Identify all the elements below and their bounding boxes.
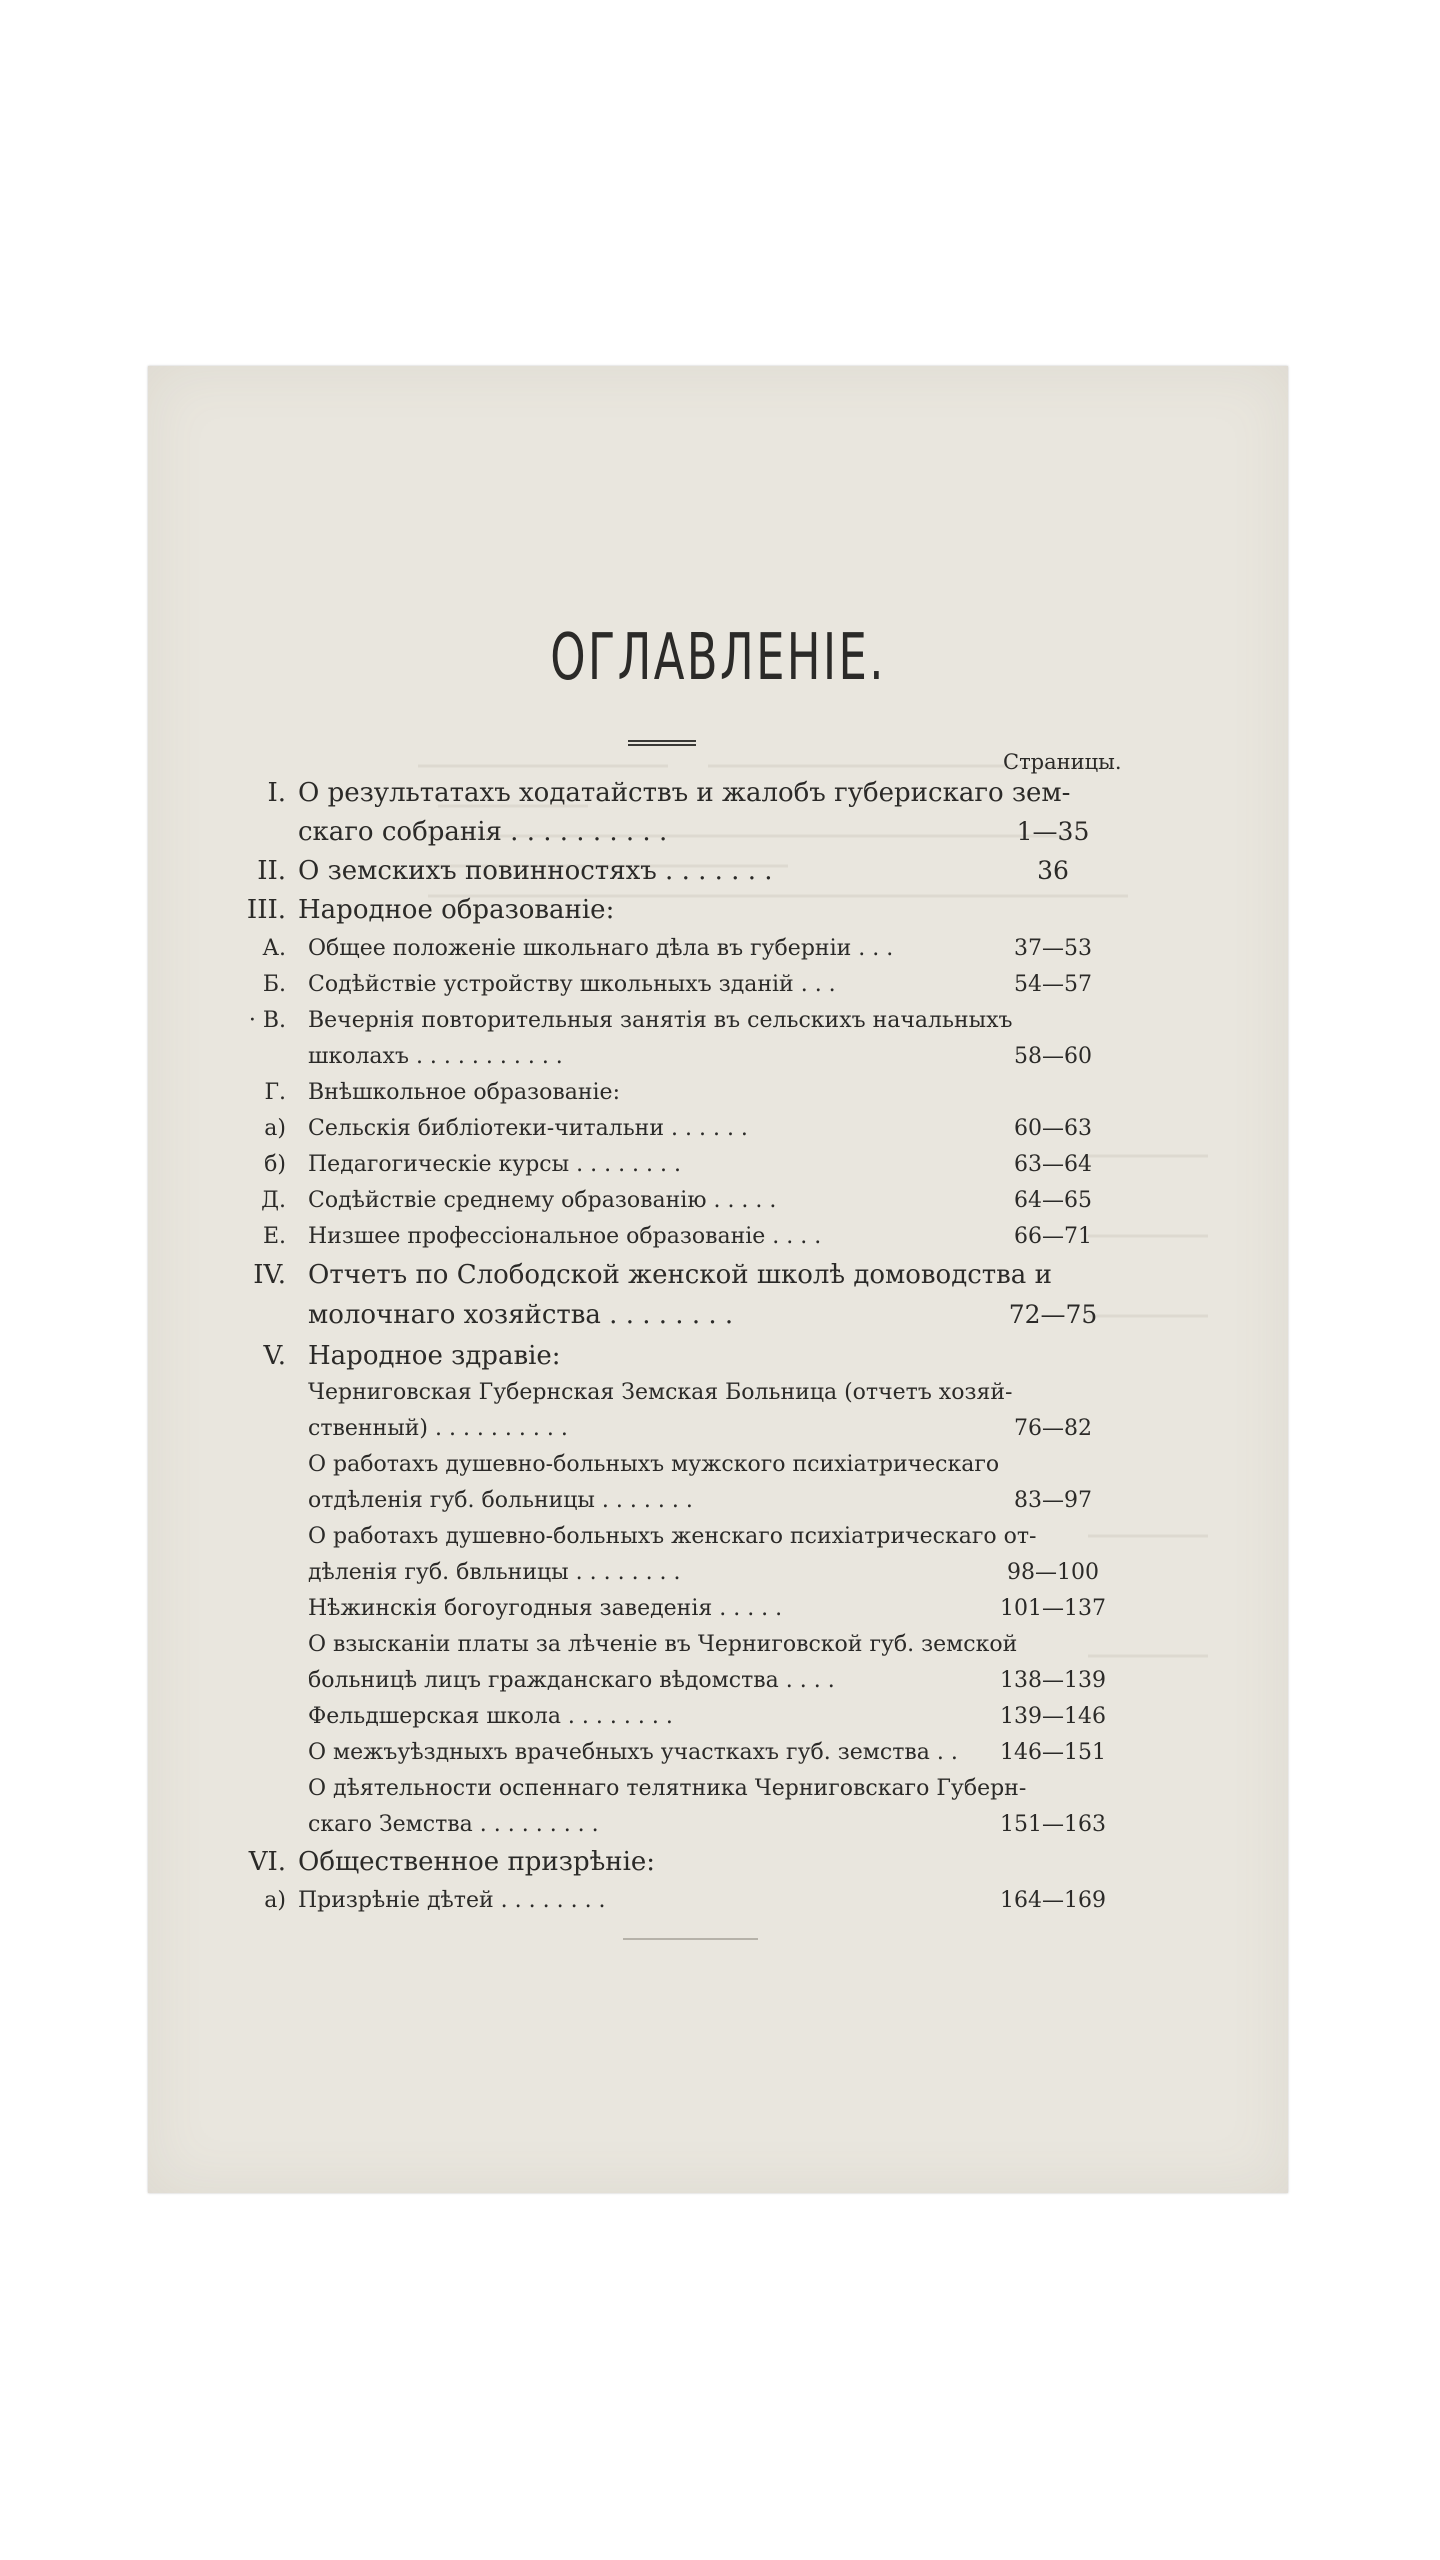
toc-page: 36 — [1037, 856, 1069, 885]
toc-label: Народное здравіе: — [308, 1341, 561, 1371]
toc-row — [148, 1556, 1288, 1590]
toc-page: 164—169 — [1000, 1888, 1106, 1913]
toc-page: 66—71 — [1014, 1224, 1092, 1249]
toc-label: Отчетъ по Слободской женской школѣ домоводства и — [308, 1260, 1052, 1290]
toc-row — [148, 1184, 1288, 1218]
toc-num: VI. — [248, 1847, 286, 1877]
toc-num: Е. — [262, 1224, 286, 1249]
toc-num: б) — [264, 1152, 286, 1177]
toc-label: О результатахъ ходатайствъ и жалобъ губерискаго зем- — [298, 778, 1071, 808]
toc-page: 63—64 — [1014, 1152, 1092, 1177]
toc-label: О дѣятельности оспеннаго телятника Черниговскаго Губерн- — [308, 1776, 1027, 1801]
toc-row — [148, 1076, 1288, 1110]
toc-page: 83—97 — [1014, 1488, 1092, 1513]
toc-label: Низшее профессіональное образованіе . . . . — [308, 1224, 822, 1249]
bottom-divider — [623, 1938, 758, 1940]
toc-label: Педагогическіе курсы . . . . . . . . — [308, 1152, 682, 1177]
toc-row — [148, 1520, 1288, 1554]
toc-label: Общественное призрѣніе: — [298, 1847, 656, 1877]
toc-row — [148, 1148, 1288, 1182]
toc-label: ственный) . . . . . . . . . . — [308, 1416, 568, 1441]
toc-label: отдѣленія губ. больницы . . . . . . . — [308, 1488, 693, 1513]
toc-row — [148, 893, 1288, 927]
toc-num: а) — [264, 1116, 286, 1141]
toc-label: О земскихъ повинностяхъ . . . . . . . — [298, 856, 773, 886]
toc-row — [148, 968, 1288, 1002]
toc-label: Вечернія повторительныя занятія въ сельскихъ начальныхъ — [308, 1008, 1013, 1033]
toc-label: О межъуѣздныхъ врачебныхъ участкахъ губ. земства . . — [308, 1740, 958, 1765]
toc-num: А. — [262, 936, 286, 961]
toc-label: Сельскія библіотеки-читальни . . . . . . — [308, 1116, 748, 1141]
toc-label: больницѣ лицъ гражданскаго вѣдомства . . . . — [308, 1668, 835, 1693]
toc-num: · В. — [248, 1008, 286, 1033]
toc-page: 54—57 — [1014, 972, 1092, 997]
toc-row — [148, 854, 1288, 888]
toc-label: Нѣжинскія богоугодныя заведенія . . . . . — [308, 1596, 783, 1621]
toc-row — [148, 1004, 1288, 1038]
toc-row — [148, 815, 1288, 849]
toc-page: 37—53 — [1014, 936, 1092, 961]
toc-page: 138—139 — [1000, 1668, 1106, 1693]
toc-label: школахъ . . . . . . . . . . . — [308, 1044, 563, 1069]
document-page — [148, 366, 1288, 2193]
toc-label: Призрѣніе дѣтей . . . . . . . . — [298, 1888, 606, 1913]
toc-label: Внѣшкольное образованіе: — [308, 1080, 620, 1105]
toc-page: 60—63 — [1014, 1116, 1092, 1141]
table-of-contents — [148, 366, 1288, 2193]
toc-row — [148, 776, 1288, 810]
toc-row — [148, 1040, 1288, 1074]
toc-page: 101—137 — [1000, 1596, 1106, 1621]
toc-label: молочнаго хозяйства . . . . . . . . — [308, 1300, 734, 1330]
toc-label: скаго Земства . . . . . . . . . — [308, 1812, 599, 1837]
toc-row — [148, 1448, 1288, 1482]
toc-label: Содѣйствіе среднему образованію . . . . . — [308, 1188, 777, 1213]
toc-page: 1—35 — [1016, 817, 1090, 846]
toc-row — [148, 1376, 1288, 1410]
toc-row — [148, 1808, 1288, 1842]
toc-num: II. — [257, 856, 286, 886]
toc-num: I. — [267, 778, 286, 808]
toc-row — [148, 1339, 1288, 1373]
toc-page: 58—60 — [1014, 1044, 1092, 1069]
toc-label: О взысканіи платы за лѣченіе въ Черниговской губ. земской — [308, 1632, 1018, 1657]
toc-num: Б. — [262, 972, 286, 997]
toc-row — [148, 1412, 1288, 1446]
toc-page: 151—163 — [1000, 1812, 1106, 1837]
toc-num: III. — [246, 895, 286, 925]
toc-num: IV. — [253, 1260, 286, 1290]
toc-row — [148, 1112, 1288, 1146]
toc-label: Содѣйствіе устройству школьныхъ зданій . . . — [308, 972, 836, 997]
toc-label: Общее положеніе школьнаго дѣла въ губерніи . . . — [308, 936, 894, 961]
toc-row — [148, 1484, 1288, 1518]
toc-page: 72—75 — [1008, 1300, 1098, 1329]
toc-row — [148, 1772, 1288, 1806]
toc-page: 146—151 — [1000, 1740, 1106, 1765]
toc-row — [148, 1258, 1288, 1292]
toc-num: а) — [264, 1888, 286, 1913]
toc-row — [148, 1700, 1288, 1734]
toc-label: Народное образованіе: — [298, 895, 615, 925]
toc-label: Фельдшерская школа . . . . . . . . — [308, 1704, 673, 1729]
toc-label: скаго собранія . . . . . . . . . . — [298, 817, 668, 847]
toc-row — [148, 1664, 1288, 1698]
toc-page: 98—100 — [1007, 1560, 1099, 1585]
toc-row — [148, 1592, 1288, 1626]
pages-column-header: Страницы. — [1003, 750, 1122, 774]
toc-row — [148, 1845, 1288, 1879]
toc-page: 76—82 — [1014, 1416, 1092, 1441]
toc-row — [148, 1884, 1288, 1918]
toc-row — [148, 1298, 1288, 1332]
toc-num: Д. — [261, 1188, 286, 1213]
toc-row — [148, 932, 1288, 966]
toc-row — [148, 1736, 1288, 1770]
toc-label: дѣленія губ. бвльницы . . . . . . . . — [308, 1560, 681, 1585]
toc-num: V. — [263, 1341, 286, 1371]
toc-row — [148, 1628, 1288, 1662]
toc-page: 139—146 — [1000, 1704, 1106, 1729]
toc-row — [148, 1220, 1288, 1254]
page-title: ОГЛАВЛЕНІЕ. — [550, 621, 886, 695]
toc-label: О работахъ душевно-больныхъ мужского психіатрическаго — [308, 1452, 1000, 1477]
toc-num: Г. — [264, 1080, 286, 1105]
toc-page: 64—65 — [1014, 1188, 1092, 1213]
toc-label: Черниговская Губернская Земская Больница (отчетъ хозяй- — [308, 1380, 1013, 1405]
toc-label: О работахъ душевно-больныхъ женскаго психіатрическаго от- — [308, 1524, 1037, 1549]
